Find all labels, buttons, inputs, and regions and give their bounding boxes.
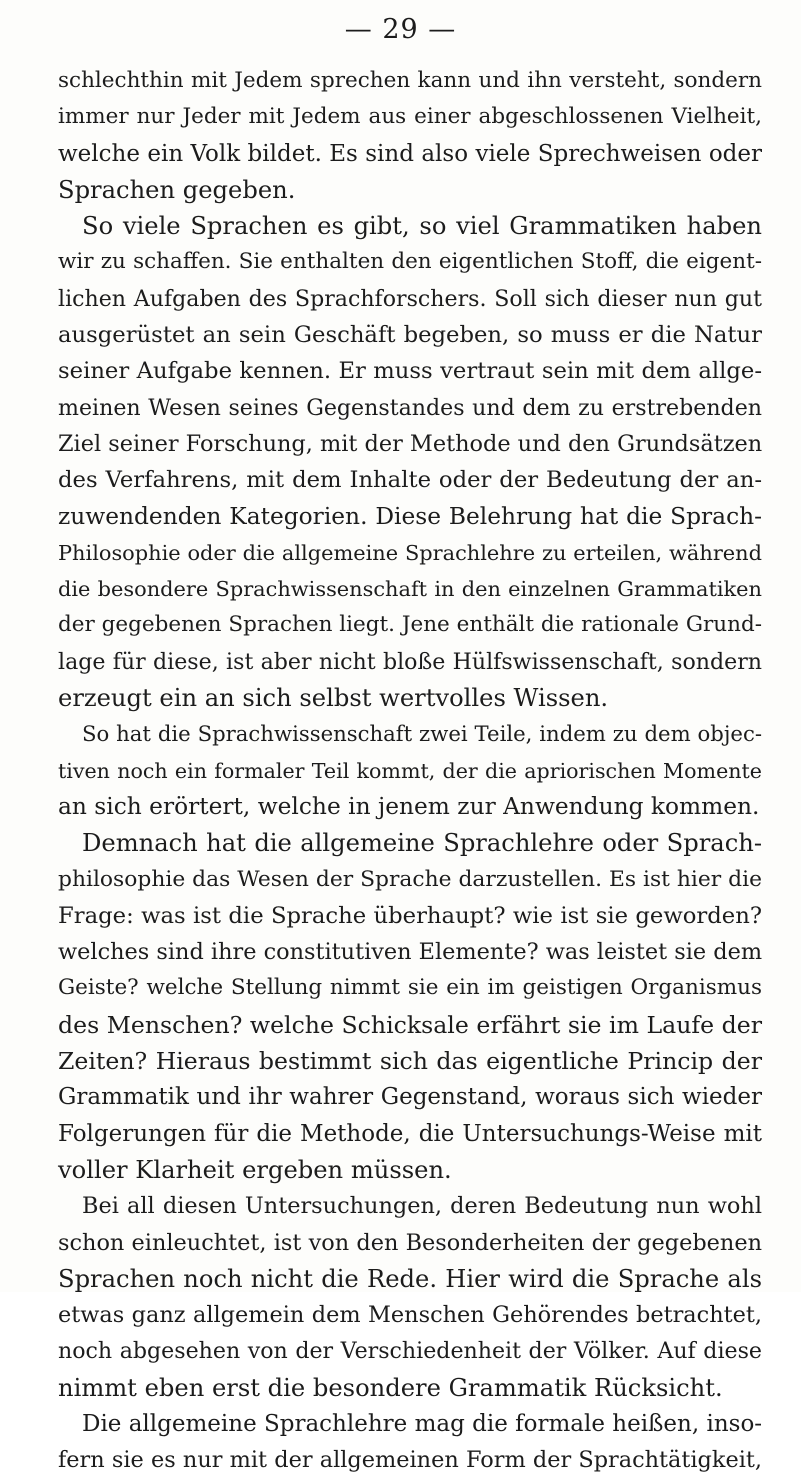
body-text xyxy=(58,63,762,1479)
text-line: erzeugt ein an sich selbst wertvolles Wissen. xyxy=(58,684,609,713)
text-line: Philosophie oder die allgemeine Sprachlehre zu erteilen, während xyxy=(58,540,762,565)
text-line: etwas ganz allgemein dem Menschen Gehörendes betrachtet, xyxy=(58,1302,762,1329)
text-line: lage für diese, ist aber nicht bloße Hülfswissenschaft, sondern xyxy=(58,648,762,675)
text-line: wir zu schaffen. Sie enthalten den eigentlichen Stoff, die eigent- xyxy=(58,249,762,275)
text-line: Frage: was ist die Sprache überhaupt? wie ist sie geworden? xyxy=(58,902,762,929)
text-line: Ziel seiner Forschung, mit der Methode und den Grundsätzen xyxy=(58,430,763,457)
text-line: des Verfahrens, mit dem Inhalte oder der Bedeutung der an- xyxy=(58,467,762,494)
page-number: — 29 — xyxy=(344,14,457,45)
text-line: So hat die Sprachwissenschaft zwei Teile, indem zu dem objec- xyxy=(82,721,762,747)
text-line: fern sie es nur mit der allgemeinen Form der Sprachtätigkeit, xyxy=(58,1447,762,1474)
text-line: Folgerungen für die Methode, die Untersuchungs-Weise mit xyxy=(58,1120,762,1147)
text-line: Die allgemeine Sprachlehre mag die formale heißen, inso- xyxy=(82,1410,763,1437)
text-line: noch abgesehen von der Verschiedenheit der Völker. Auf diese xyxy=(58,1338,762,1365)
text-line: des Menschen? welche Schicksale erfährt sie im Laufe der xyxy=(58,1010,762,1039)
text-line: ausgerüstet an sein Geschäft begeben, so muss er die Natur xyxy=(58,322,762,349)
text-line: lichen Aufgaben des Sprachforschers. Soll sich dieser nun gut xyxy=(58,285,762,312)
text-line: schon einleuchtet, ist von den Besonderheiten der gegebenen xyxy=(58,1229,762,1256)
text-line: Zeiten? Hieraus bestimmt sich das eigentliche Princip der xyxy=(58,1047,762,1076)
text-line: Geiste? welche Stellung nimmt sie ein im geistigen Organismus xyxy=(58,975,762,1001)
text-line: die besondere Sprachwissenschaft in den einzelnen Grammatiken xyxy=(58,577,762,602)
text-line: der gegebenen Sprachen liegt. Jene enthält die rationale Grund- xyxy=(58,612,762,638)
text-line: Sprachen noch nicht die Rede. Hier wird die Sprache als xyxy=(58,1264,762,1293)
text-line: nimmt eben erst die besondere Grammatik Rücksicht. xyxy=(58,1373,723,1402)
text-line: schlechthin mit Jedem sprechen kann und ihn versteht, sondern xyxy=(58,68,762,93)
text-line: welche ein Volk bildet. Es sind also viele Sprechweisen oder xyxy=(58,140,762,167)
text-line: welches sind ihre constitutiven Elemente? was leistet sie dem xyxy=(58,939,763,966)
text-line: meinen Wesen seines Gegenstandes und dem zu erstrebenden xyxy=(58,394,762,421)
text-line: immer nur Jeder mit Jedem aus einer abgeschlossenen Vielheit, xyxy=(58,104,762,130)
text-line: an sich erörtert, welche in jenem zur Anwendung kommen. xyxy=(58,792,760,820)
text-line: Demnach hat die allgemeine Sprachlehre oder Sprach- xyxy=(82,829,762,858)
text-line: Grammatik und ihr wahrer Gegenstand, woraus sich wieder xyxy=(58,1084,762,1111)
text-line: tiven noch ein formaler Teil kommt, der die apriorischen Momente xyxy=(58,758,762,783)
text-line: Sprachen gegeben. xyxy=(58,175,296,204)
text-line: philosophie das Wesen der Sprache darzustellen. Es ist hier die xyxy=(58,866,762,892)
text-line: zuwendenden Kategorien. Diese Belehrung hat die Sprach- xyxy=(58,502,762,530)
text-line: seiner Aufgabe kennen. Er muss vertraut sein mit dem allge- xyxy=(58,358,762,385)
text-line: voller Klarheit ergeben müssen. xyxy=(58,1155,452,1184)
text-line: So viele Sprachen es gibt, so viel Grammatiken haben xyxy=(82,212,762,241)
text-line: Bei all diesen Untersuchungen, deren Bedeutung nun wohl xyxy=(82,1193,762,1220)
